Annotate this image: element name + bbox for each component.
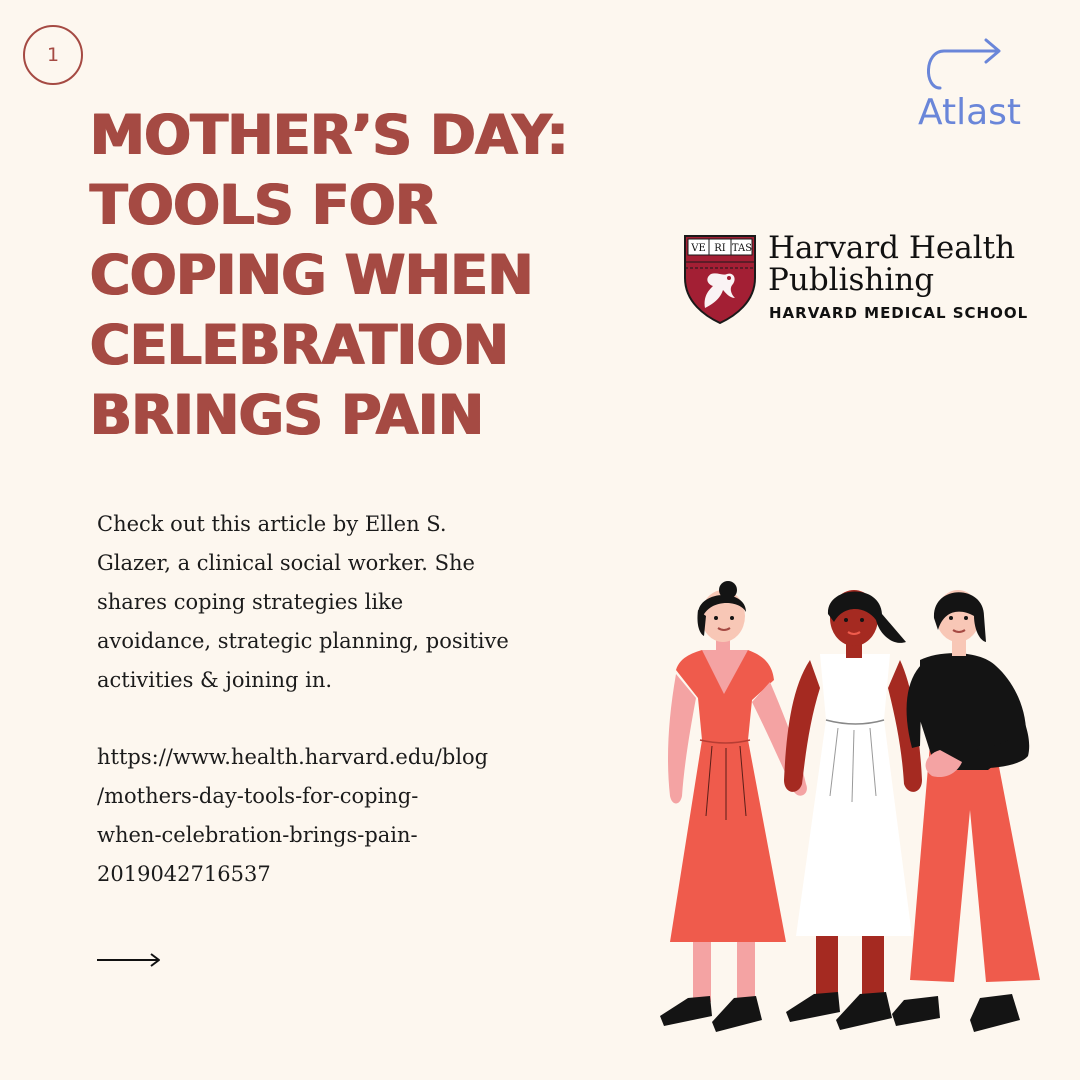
page-number-badge: 1: [23, 25, 83, 85]
page-title: [90, 100, 680, 450]
title-line: COPING WHEN: [90, 243, 534, 307]
woman-middle: [784, 590, 922, 1030]
publisher-name-line1: Harvard Health: [768, 230, 1016, 266]
title-line: BRINGS PAIN: [90, 383, 484, 447]
url-line: when-celebration-brings-pain-: [97, 823, 418, 847]
atlast-wordmark: Atlast: [918, 92, 1022, 133]
title-line: MOTHER’S DAY:: [90, 103, 569, 167]
atlast-logo: [914, 34, 1034, 134]
three-women-illustration: [640, 570, 1060, 1050]
article-url: [97, 738, 587, 894]
right-arrow-icon[interactable]: [96, 950, 162, 970]
url-line: /mothers-day-tools-for-coping-: [97, 784, 419, 808]
curved-arrow-icon: [922, 38, 1004, 90]
woman-right: [892, 590, 1040, 1032]
title-line: CELEBRATION: [90, 313, 509, 377]
woman-left: [660, 581, 807, 1032]
description-line: Check out this article by Ellen S.: [97, 512, 447, 536]
url-line: https://www.health.harvard.edu/blog: [97, 745, 489, 769]
harvard-health-logo: [683, 232, 1043, 328]
publisher-school: HARVARD MEDICAL SCHOOL: [769, 304, 1029, 322]
description-line: Glazer, a clinical social worker. She: [97, 551, 475, 575]
harvard-shield-icon: [683, 234, 757, 324]
article-description: [97, 505, 587, 700]
description-line: activities & joining in.: [97, 668, 333, 692]
shield-text: RI: [714, 243, 726, 254]
shield-text: VE: [691, 243, 706, 254]
description-line: avoidance, strategic planning, positive: [97, 629, 509, 653]
url-line: 2019042716537: [97, 862, 271, 886]
title-line: TOOLS FOR: [90, 173, 438, 237]
description-line: shares coping strategies like: [97, 590, 404, 614]
publisher-name-line2: Publishing: [768, 262, 935, 298]
shield-text: TAS: [731, 243, 753, 254]
